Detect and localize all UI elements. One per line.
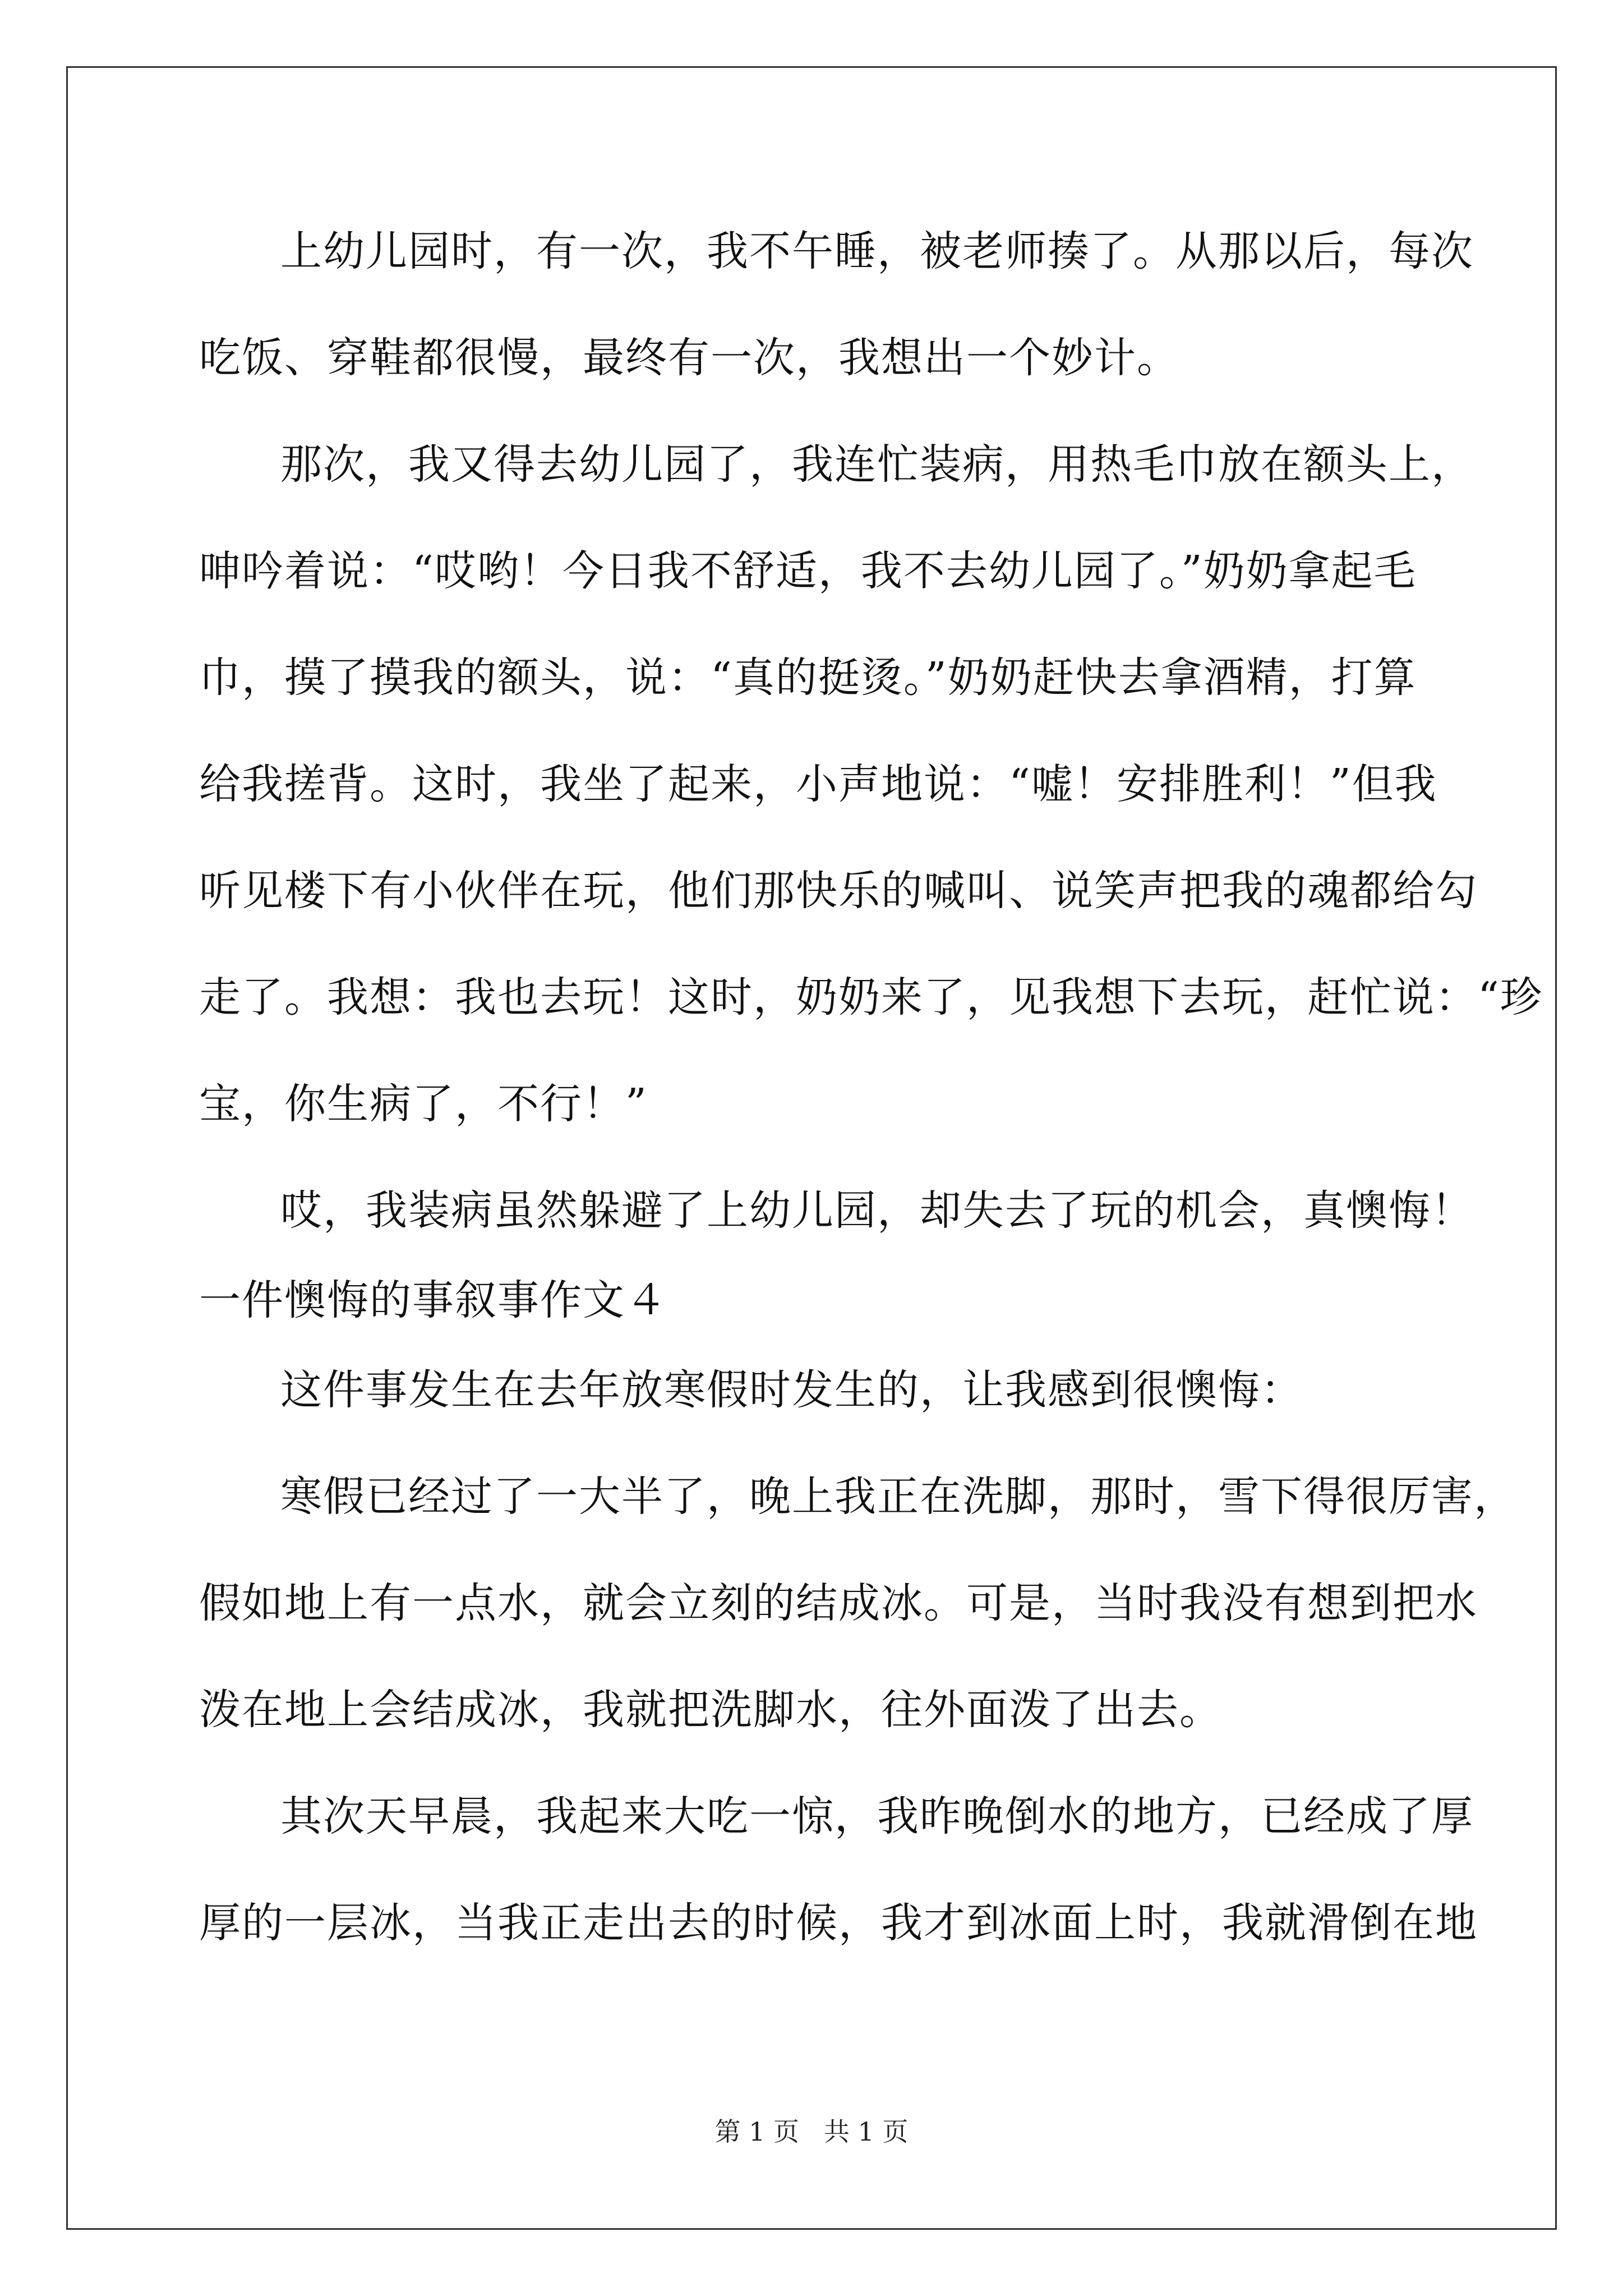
paragraph-line: 那次，我又得去幼儿园了，我连忙装病，用热毛巾放在额头上， [280, 440, 1474, 489]
paragraph-line: 假如地上有一点水，就会立刻的结成冰。可是，当时我没有想到把水 [199, 1579, 1478, 1627]
paragraph-line: 其次天早晨，我起来大吃一惊，我昨晚倒水的地方，已经成了厚 [280, 1792, 1474, 1841]
paragraph-line: 厚的一层冰，当我正走出去的时候，我才到冰面上时，我就滑倒在地 [199, 1899, 1478, 1947]
paragraph-line: 泼在地上会结成冰，我就把洗脚水，往外面泼了出去。 [199, 1686, 1222, 1734]
paragraph-line: 给我搓背。这时，我坐了起来，小声地说：“嘘！安排胜利！”但我 [199, 760, 1437, 808]
paragraph-line: 寒假已经过了一大半了，晚上我正在洗脚，那时，雪下得很厉害， [280, 1473, 1516, 1521]
page-footer: 第 1 页 共 1 页 [714, 2116, 909, 2147]
paragraph-line: 上幼儿园时，有一次，我不午睡，被老师揍了。从那以后，每次 [280, 227, 1474, 275]
section-heading: 一件懊悔的事叙事作文４ [199, 1276, 668, 1324]
paragraph-line: 巾，摸了摸我的额头，说：“真的挺烫。”奶奶赶快去拿酒精，打算 [199, 654, 1417, 702]
paragraph-line: 吃饭、穿鞋都很慢，最终有一次，我想出一个妙计。 [199, 334, 1179, 382]
paragraph-line: 呻吟着说：“哎哟！今日我不舒适，我不去幼儿园了。”奶奶拿起毛 [199, 547, 1417, 595]
paragraph-line: 走了。我想：我也去玩！这时，奶奶来了，见我想下去玩，赶忙说：“珍 [199, 973, 1543, 1022]
paragraph-line: 宝，你生病了，不行！” [199, 1080, 648, 1128]
paragraph-line: 这件事发生在去年放寒假时发生的，让我感到很懊悔： [280, 1366, 1303, 1414]
paragraph-line: 听见楼下有小伙伴在玩，他们那快乐的喊叫、说笑声把我的魂都给勾 [199, 867, 1478, 915]
paragraph-line: 哎，我装病虽然躲避了上幼儿园，却失去了玩的机会，真懊悔！ [280, 1186, 1474, 1235]
